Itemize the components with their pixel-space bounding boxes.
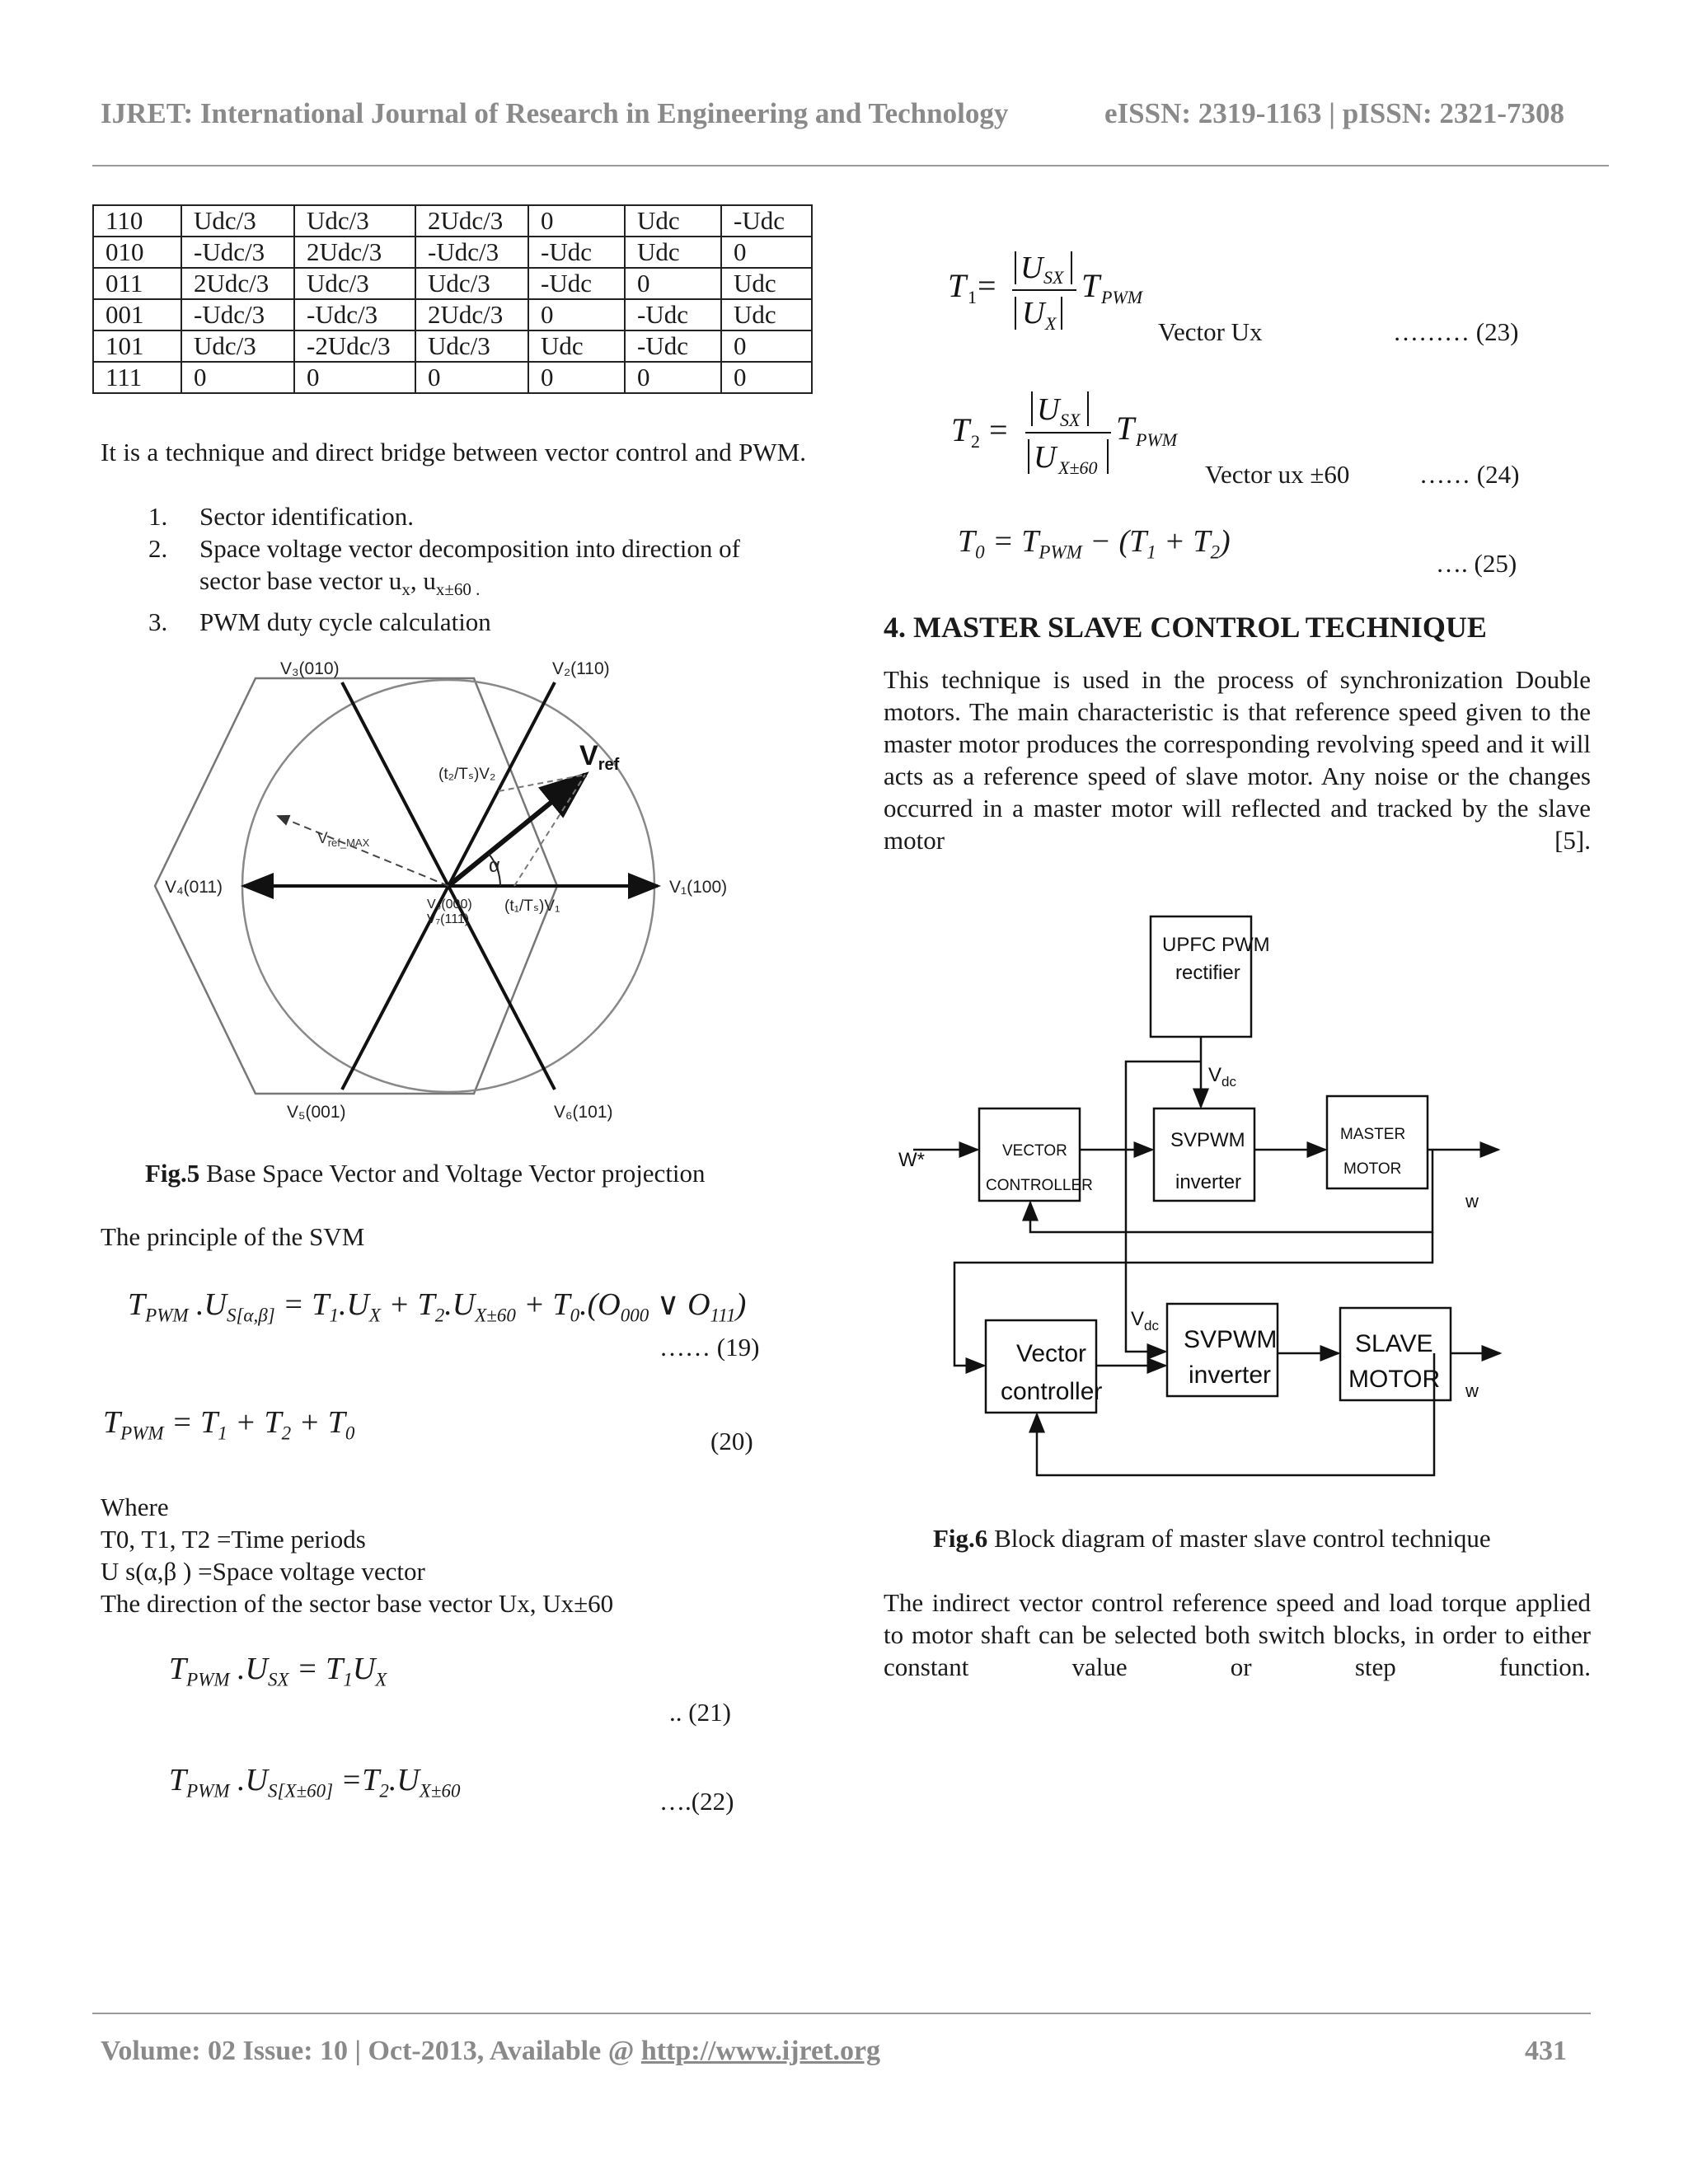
svm-principle-text: The principle of the SVM	[101, 1222, 365, 1251]
list-item: 1. Sector identification.	[148, 502, 414, 531]
header-rule	[92, 165, 1609, 166]
table-cell: Udc/3	[415, 268, 528, 299]
table-cell: 0	[528, 205, 625, 237]
fig6-caption: Fig.6 Block diagram of master slave control technique	[933, 1524, 1491, 1553]
table-cell: 0	[721, 330, 812, 362]
table-cell: 0	[625, 268, 721, 299]
equation-22: $T_{PWM}$ $.U_{S[X\pm 60]} =T_2.U_{X\pm 60}$	[169, 1763, 461, 1802]
table-row	[93, 268, 812, 299]
table-cell: Udc/3	[181, 330, 294, 362]
table-cell: 0	[528, 362, 625, 393]
table-cell: -Udc	[625, 330, 721, 362]
table-cell: Udc	[721, 268, 812, 299]
w-star-label: W*	[898, 1149, 925, 1171]
label-vref: Vref	[579, 740, 620, 774]
svg-text:U: U	[1034, 440, 1057, 475]
method-list	[148, 500, 808, 638]
master-slave-block-diagram	[898, 907, 1525, 1483]
upfc-label-2: rectifier	[1175, 962, 1240, 984]
table-row	[93, 362, 812, 393]
svg-text:U: U	[1020, 251, 1043, 285]
table-cell: 111	[93, 362, 181, 393]
list-item: sector base vector $u_x$, $u_{x\pm 60}$ $_.$	[199, 566, 481, 600]
svg-text:=: =	[978, 267, 996, 304]
label-v3: V₃(010)	[280, 659, 340, 678]
journal-issn: eISSN: 2319-1163 | pISSN: 2321-7308	[1104, 97, 1565, 129]
table-cell: 0	[528, 299, 625, 330]
table-cell: 0	[415, 362, 528, 393]
list-item: 3. PWM duty cycle calculation	[148, 607, 491, 637]
vector-controller-label-2: CONTROLLER	[986, 1177, 1093, 1194]
vector-vref	[448, 775, 585, 886]
table-cell: 010	[93, 237, 181, 268]
table-cell: 2Udc/3	[181, 268, 294, 299]
svg-text:1: 1	[968, 287, 977, 307]
table-cell: -Udc	[528, 237, 625, 268]
svg-text:U: U	[1022, 296, 1045, 330]
section-paragraph: This technique is used in the process of synchronization Double motors. The main characteristic is that reference speed given to the master motor produces the corresponding revolving speed and it will acts as a reference speed of slave motor. Any noise or the changes occurred in a master motor will reflected and tracked by the slave motor [5].	[884, 665, 1591, 855]
svg-text:T: T	[951, 411, 970, 448]
slave-motor-label-1: SLAVE	[1355, 1330, 1433, 1357]
label-v2: V₂(110)	[552, 659, 610, 678]
eq24-number: …… (24)	[1419, 460, 1520, 489]
vector-controller-2-label-1: Vector	[1016, 1340, 1087, 1367]
eq25-number: …. (25)	[1436, 549, 1517, 578]
label-v5: V₅(001)	[287, 1103, 346, 1122]
table-cell: -Udc	[625, 299, 721, 330]
switching-state-table	[92, 204, 813, 394]
equation-25: $T_0 = T_{PWM} - (T_1 + T_2)$	[958, 524, 1231, 563]
svg-text:PWM: PWM	[1136, 429, 1178, 450]
table-cell: 0	[721, 237, 812, 268]
svpwm-label-1: SVPWM	[1170, 1129, 1245, 1151]
journal-link[interactable]: http://www.ijret.org	[640, 2036, 881, 2066]
table-cell: 011	[93, 268, 181, 299]
label-alpha: α	[489, 855, 500, 877]
eq21-number: .. (21)	[669, 1698, 731, 1727]
upfc-label-1: UPFC PWM	[1162, 934, 1270, 956]
svpwm-label-2: inverter	[1175, 1171, 1242, 1193]
slave-motor-label-2: MOTOR	[1348, 1366, 1441, 1393]
journal-title: IJRET: International Journal of Research in Engineering and Technology	[101, 97, 1009, 129]
table-cell: -Udc	[528, 268, 625, 299]
slave-svpwm-label-2: inverter	[1189, 1361, 1272, 1389]
vector-controller-2-label-2: controller	[1001, 1378, 1103, 1405]
table-cell: Udc	[528, 330, 625, 362]
table-cell: Udc	[625, 237, 721, 268]
vdc-label-2: $V_{dc}$	[1131, 1308, 1159, 1333]
table-cell: 2Udc/3	[294, 237, 415, 268]
svg-text:T: T	[1116, 410, 1135, 447]
table-cell: 001	[93, 299, 181, 330]
footer-text: Volume: 02 Issue: 10 | Oct-2013, Available @ http://www.ijret.org	[101, 2036, 881, 2066]
intro-paragraph: It is a technique and direct bridge between vector control and PWM.	[101, 438, 806, 466]
table-row	[93, 330, 812, 362]
table-cell: 0	[625, 362, 721, 393]
w-label-1: w	[1465, 1191, 1479, 1212]
equation-20: $T_{PWM} = T_1 + T_2 + T_0$	[103, 1405, 355, 1444]
table-row	[93, 237, 812, 268]
table-cell: 0	[294, 362, 415, 393]
svg-text:T: T	[948, 267, 967, 304]
svg-text:2: 2	[971, 431, 980, 452]
page-number: 431	[1525, 2036, 1567, 2066]
fig5-caption: Fig.5 Base Space Vector and Voltage Vector projection	[145, 1159, 706, 1188]
equation-21: $T_{PWM}$ $.U_{SX} = T_1U_X$	[169, 1652, 387, 1690]
equation-19: $T_{PWM}$ $.U_{S[\alpha,\beta]} = T_1.U_X + T_2.U_{X\pm 60} + T_0.(O_{000}$ ∨ $O_{111}$)	[128, 1287, 747, 1326]
list-item: 2. Space voltage vector decomposition into direction of	[148, 534, 740, 563]
w-label-2: w	[1465, 1380, 1479, 1401]
table-cell: 0	[721, 362, 812, 393]
table-cell: -2Udc/3	[294, 330, 415, 362]
svg-text:SX: SX	[1060, 410, 1081, 430]
final-paragraph: The indirect vector control reference speed and load torque applied to motor shaft can be selected both switch blocks, in order to either constant value or step function.	[884, 1588, 1591, 1681]
section-title: 4. MASTER SLAVE CONTROL TECHNIQUE	[884, 611, 1487, 644]
svg-text:U: U	[1037, 392, 1060, 427]
table-cell: 101	[93, 330, 181, 362]
slave-svpwm-label-1: SVPWM	[1184, 1326, 1278, 1353]
eq24-label: Vector ux ±60	[1205, 460, 1350, 489]
table-cell: -Udc/3	[294, 299, 415, 330]
vector-v3	[342, 682, 448, 886]
table-cell: 110	[93, 205, 181, 237]
table-row	[93, 205, 812, 237]
svg-text:PWM: PWM	[1101, 287, 1143, 307]
master-motor-label-2: MOTOR	[1343, 1160, 1402, 1178]
table-cell: Udc/3	[294, 268, 415, 299]
table-cell: 0	[181, 362, 294, 393]
label-t1-v1: (t₁/Tₛ)V₁	[504, 898, 560, 915]
label-v7: V₇(111)	[427, 912, 470, 926]
master-motor-label-1: MASTER	[1340, 1126, 1406, 1143]
table-row	[93, 299, 812, 330]
footer-rule	[92, 2013, 1591, 2014]
table-cell: 2Udc/3	[415, 299, 528, 330]
eq23-number: ……… (23)	[1393, 317, 1519, 346]
vector-controller-label-1: VECTOR	[1002, 1142, 1067, 1160]
table-cell: Udc	[625, 205, 721, 237]
svg-text:=: =	[989, 411, 1008, 448]
definitions: Where T0, T1, T2 =Time periods U s(α,β ) =Space voltage vector The direction of the sector base vector Ux, Ux±60	[101, 1493, 614, 1618]
table-cell: -Udc/3	[415, 237, 528, 268]
label-v1: V₁(100)	[669, 878, 728, 897]
vref-max-line	[278, 816, 448, 886]
table-cell: Udc/3	[294, 205, 415, 237]
svg-text:SX: SX	[1043, 267, 1064, 288]
svg-text:X: X	[1045, 313, 1057, 334]
table-cell: 2Udc/3	[415, 205, 528, 237]
table-cell: -Udc	[721, 205, 812, 237]
journal-header	[101, 97, 1592, 130]
eq23-label: Vector Ux	[1158, 317, 1263, 346]
eq20-number: (20)	[710, 1427, 753, 1455]
table-cell: -Udc/3	[181, 237, 294, 268]
svg-text:T: T	[1081, 267, 1100, 304]
label-vref-max: $V_{ref\_MAX}$	[317, 830, 370, 849]
table-cell: Udc/3	[415, 330, 528, 362]
space-vector-diagram	[165, 651, 728, 1129]
eq22-number: ….(22)	[659, 1787, 734, 1816]
label-v0: V₀(000)	[427, 898, 472, 912]
table-cell: Udc	[721, 299, 812, 330]
table-cell: -Udc/3	[181, 299, 294, 330]
label-v4: V₄(011)	[165, 878, 223, 897]
label-v6: V₆(101)	[554, 1103, 613, 1122]
svg-text:X±60: X±60	[1058, 457, 1098, 478]
label-t2-v2: (t₂/Tₛ)V₂	[438, 766, 496, 783]
table-cell: Udc/3	[181, 205, 294, 237]
eq19-number: …… (19)	[659, 1333, 760, 1361]
vdc-label-1: $V_{dc}$	[1208, 1064, 1236, 1090]
